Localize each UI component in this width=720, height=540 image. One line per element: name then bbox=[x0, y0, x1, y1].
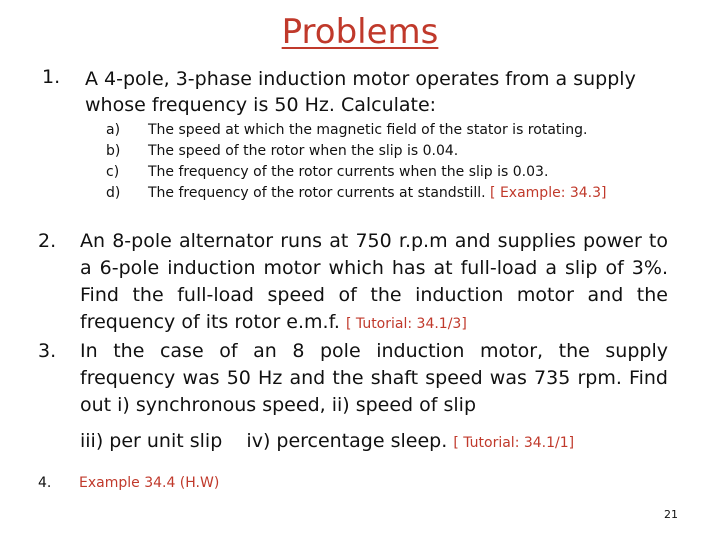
subitem-a bbox=[106, 120, 607, 141]
page-title: Problems bbox=[281, 12, 439, 52]
subitem-text: The speed at which the magnetic field of the stator is rotating. bbox=[148, 122, 588, 138]
problem-4-number: 4. bbox=[38, 475, 52, 491]
problem-3-text: In the case of an 8 pole induction motor, the supply frequency was 50 Hz and the shaft speed was 735 rpm. Find out i) synchronous speed, ii) speed of slip bbox=[80, 340, 668, 416]
subitem-text: The speed of the rotor when the slip is 0.04. bbox=[148, 143, 459, 159]
subitem-letter: a) bbox=[106, 122, 121, 138]
problem-4-text: Example 34.4 (H.W) bbox=[79, 475, 220, 491]
problem-3-text-line2: iii) per unit slip iv) percentage sleep. bbox=[80, 430, 448, 452]
problem-2-text: An 8-pole alternator runs at 750 r.p.m and supplies power to a 6-pole induction motor which has at full-load a slip of 3%. Find the full-load speed of the induction motor and the frequency of its rotor e.m.f. bbox=[80, 230, 668, 333]
subitem-text: The frequency of the rotor currents at standstill. bbox=[148, 185, 486, 201]
problem-2-number: 2. bbox=[38, 230, 57, 252]
example-reference: [ Example: 34.3] bbox=[490, 185, 607, 201]
tutorial-reference: [ Tutorial: 34.1/3] bbox=[345, 316, 467, 332]
subitem-letter: c) bbox=[106, 164, 120, 180]
subitem-c bbox=[106, 162, 607, 183]
problem-1-subitems bbox=[106, 120, 607, 204]
problem-1-number: 1. bbox=[42, 66, 61, 88]
subitem-letter: b) bbox=[106, 143, 121, 159]
subitem-letter: d) bbox=[106, 185, 121, 201]
problem-3 bbox=[38, 338, 668, 457]
problems-2-3 bbox=[38, 228, 668, 457]
problem-1-text: A 4-pole, 3-phase induction motor operates from a supply whose frequency is 50 Hz. Calculate: bbox=[85, 68, 636, 116]
problem-4 bbox=[38, 475, 219, 491]
subitem-b bbox=[106, 141, 607, 162]
tutorial-reference: [ Tutorial: 34.1/1] bbox=[453, 435, 575, 451]
subitem-text: The frequency of the rotor currents when the slip is 0.03. bbox=[148, 164, 549, 180]
subitem-d bbox=[106, 183, 607, 204]
problem-2 bbox=[38, 228, 668, 338]
page-number: 21 bbox=[664, 508, 678, 521]
problem-3-number: 3. bbox=[38, 340, 57, 362]
